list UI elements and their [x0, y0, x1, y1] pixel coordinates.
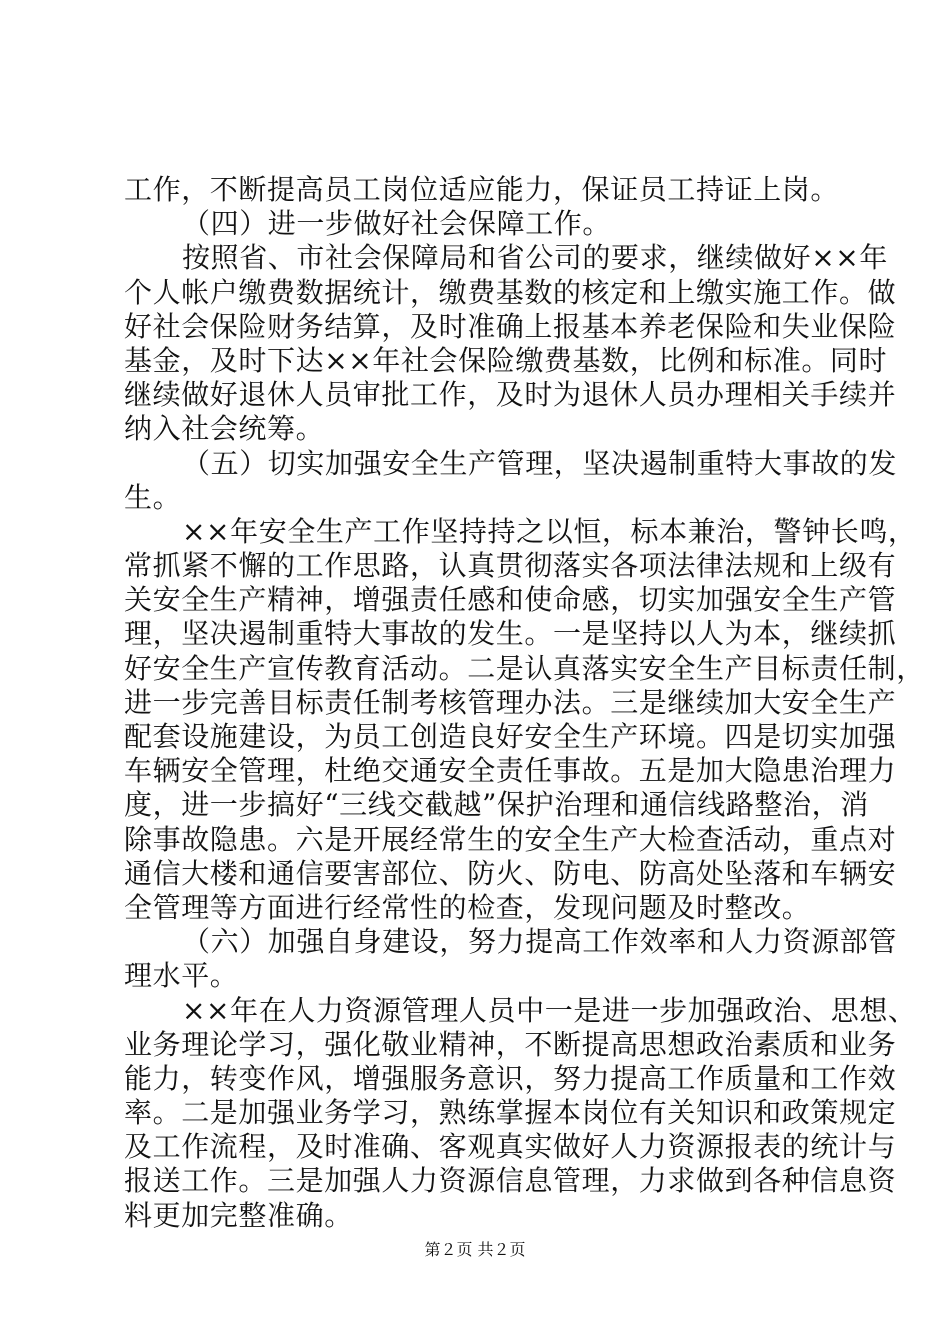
text-line: 配套设施建设，为员工创造良好安全生产环境。四是切实加强: [124, 720, 897, 753]
text-line: （五）切实加强安全生产管理，坚决遏制重特大事故的发: [182, 446, 898, 480]
text-line: 好社会保险财务结算，及时准确上报基本养老保险和失业保险: [124, 309, 897, 343]
text-line: 度，进一步搞好“三线交截越”保护治理和通信线路整治，消: [124, 788, 869, 822]
text-line: 生。: [124, 480, 182, 514]
text-line: （六）加强自身建设，努力提高工作效率和人力资源部管: [182, 925, 898, 959]
text-line: 料更加完整准确。: [124, 1198, 353, 1232]
text-line: 继续做好退休人员审批工作，及时为退休人员办理相关手续并: [124, 378, 897, 412]
text-line: 理水平。: [124, 959, 239, 993]
text-line: 按照省、市社会保障局和省公司的要求，继续做好××年: [182, 241, 888, 275]
text-line: 业务理论学习，强化敬业精神，不断提高思想政治素质和业务: [124, 1027, 897, 1061]
page-footer: 第２页 共２页: [424, 1240, 526, 1259]
document-body: [124, 173, 925, 1233]
text-line: 好安全生产宣传教育活动。二是认真落实安全生产目标责任制，: [124, 651, 925, 685]
text-line: 纳入社会统筹。: [124, 412, 325, 446]
text-line: ××年在人力资源管理人员中一是进一步加强政治、思想、: [182, 993, 917, 1027]
text-line: 理，坚决遏制重特大事故的发生。一是坚持以人为本，继续抓: [124, 617, 897, 651]
text-line: 除事故隐患。六是开展经常生的安全生产大检查活动，重点对: [124, 822, 897, 856]
text-line: 关安全生产精神，增强责任感和使命感，切实加强安全生产管: [124, 583, 897, 617]
text-line: 及工作流程，及时准确、客观真实做好人力资源报表的统计与: [124, 1130, 897, 1164]
text-line: 报送工作。三是加强人力资源信息管理，力求做到各种信息资: [124, 1164, 897, 1198]
text-line: 全管理等方面进行经常性的检查，发现问题及时整改。: [124, 890, 811, 924]
text-line: 工作，不断提高员工岗位适应能力，保证员工持证上岗。: [124, 173, 840, 206]
text-line: 率。二是加强业务学习，熟练掌握本岗位有关知识和政策规定: [124, 1096, 897, 1130]
text-line: 基金，及时下达××年社会保险缴费基数，比例和标准。同时: [124, 343, 888, 377]
text-line: 能力，转变作风，增强服务意识，努力提高工作质量和工作效: [124, 1061, 897, 1095]
text-line: 进一步完善目标责任制考核管理办法。三是继续加大安全生产: [124, 685, 897, 719]
text-line: 常抓紧不懈的工作思路，认真贯彻落实各项法律法规和上级有: [124, 549, 897, 583]
text-line: ××年安全生产工作坚持持之以恒，标本兼治，警钟长鸣，: [182, 514, 917, 548]
text-line: 车辆安全管理，杜绝交通安全责任事故。五是加大隐患治理力: [124, 754, 897, 788]
text-line: （四）进一步做好社会保障工作。: [182, 207, 612, 241]
text-line: 通信大楼和通信要害部位、防火、防电、防高处坠落和车辆安: [124, 856, 897, 890]
text-line: 个人帐户缴费数据统计，缴费基数的核定和上缴实施工作。做: [124, 275, 897, 309]
